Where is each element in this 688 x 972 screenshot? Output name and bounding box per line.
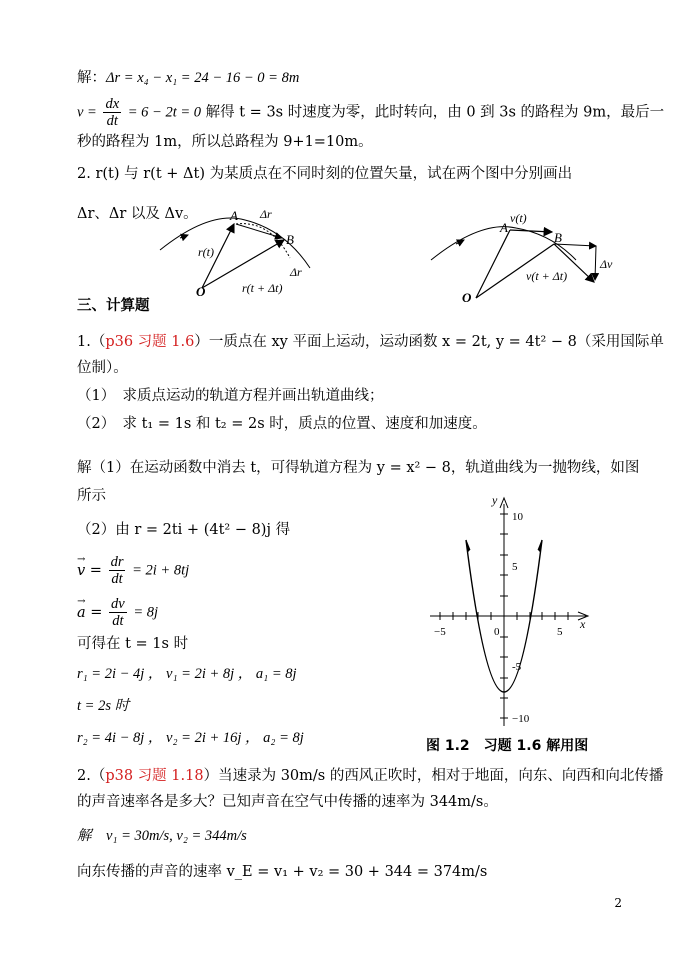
x-tick-neg5: −5	[434, 626, 446, 638]
results-t1: r₁ = 2i − 4j ， v₁ = 2i + 8j ， a₁ = 8j	[77, 666, 297, 682]
delta-r-vector	[236, 224, 282, 238]
y-tick-neg5: -5	[512, 661, 522, 673]
point-a-label-2: A	[500, 220, 508, 235]
page-number: 2	[614, 896, 622, 910]
t2-text: t = 2s 时	[77, 698, 130, 714]
point-a-label: A	[230, 208, 238, 223]
solution-line-3: 秒的路程为 1m，所以总路程为 9+1=10m。	[77, 134, 373, 150]
problem-2-solution: 解 v₁ = 30m/s, v₂ = 344m/s	[77, 828, 247, 844]
at-t1-text: 可得在 t = 1s 时	[77, 636, 189, 652]
results-t2: r₂ = 4i − 8j ， v₂ = 2i + 16j ， a₂ = 8j	[77, 730, 304, 746]
solution-line-2: v = $\frac{dx}{dt}$ = 6 − 2t = 0 解得 t = 3s 时速度为零，此时转向，由 0 到 3s 的路程为 9m，最后一	[77, 96, 665, 129]
delta-r-vec-label: Δr	[260, 207, 272, 221]
problem-2-intro: 2.（p38 习题 1.18）当速录为 30m/s 的西风正吹时，相对于地面，向东、向西和向北传播	[77, 768, 664, 784]
problem-1-solution-2: （2）由 r = 2ti + (4t² − 8)j 得	[77, 522, 291, 538]
y-tick-10: 10	[512, 511, 523, 523]
vt-label: v(t)	[510, 211, 527, 225]
section-calc-title: 三、计算题	[77, 298, 150, 314]
solution-line-1: 解：Δr = x₄ − x₁ = 24 − 16 − 0 = 8m	[77, 70, 300, 86]
problem-2-east: 向东传播的声音的速率 v_E = v₁ + v₂ = 30 + 344 = 374m/s	[77, 864, 488, 880]
x-tick-5: 5	[557, 626, 563, 638]
problem-1-item-2: （2） 求 t₁ = 1s 和 t₂ = 2s 时，质点的位置、速度和加速度。	[77, 416, 487, 432]
y-tick-neg10: −10	[512, 713, 530, 725]
problem-2-intro-c: 的声音速率各是多大？已知声音在空气中传播的速率为 344m/s。	[77, 794, 498, 810]
problem-1-item-1: （1） 求质点运动的轨道方程并画出轨道曲线；	[77, 388, 384, 404]
graph-caption: 图 1.2 习题 1.6 解用图	[426, 738, 589, 754]
problem-1-solution-b: 所示	[77, 488, 106, 504]
problem-1-intro-c: 位制）。	[77, 360, 128, 376]
y-tick-5: 5	[512, 561, 518, 573]
vtdt-label: v(t + Δt)	[526, 269, 568, 283]
velocity-equation: → v = $\frac{dr}{dt}$ = 2i + 8tj	[77, 554, 189, 587]
question-2-text: 2. r(t) 与 r(t + Δt) 为某质点在不同时刻的位置矢量，试在两个图中分别画出	[77, 166, 573, 182]
point-b-label-2: B	[554, 230, 562, 245]
problem-2-ref: p38 习题 1.18	[105, 768, 204, 784]
question-2-text-2: Δr、Δr 以及 Δv。	[77, 206, 198, 222]
delta-r-label: Δr	[290, 265, 302, 279]
vector-figure-2	[426, 200, 636, 305]
rt-label: r(t)	[198, 245, 214, 259]
dx-dt-fraction: $\frac{dx}{dt}$	[105, 96, 120, 129]
problem-1-ref: p36 习题 1.6	[105, 334, 195, 350]
x-axis-label: x	[580, 617, 586, 631]
problem-1-solution-a: 解（1）在运动函数中消去 t，可得轨道方程为 y = x² − 8，轨道曲线为一抛物线，如图	[77, 460, 640, 476]
point-b-label: B	[286, 232, 294, 247]
origin-label-2: O	[462, 290, 472, 305]
acceleration-equation: → a = $\frac{dv}{dt}$ = 8j	[77, 596, 158, 629]
x-tick-0: 0	[494, 626, 500, 638]
rtdt-label: r(t + Δt)	[242, 281, 283, 295]
parabola-graph	[426, 494, 602, 734]
problem-1-intro: 1.（p36 习题 1.6）一质点在 xy 平面上运动，运动函数 x = 2t, y = 4t² − 8（采用国际单	[77, 334, 664, 350]
delta-v-label: Δv	[600, 257, 613, 271]
delta-v-vector	[595, 246, 596, 280]
y-axis-label: y	[492, 494, 498, 507]
origin-label: O	[196, 284, 206, 299]
vector-figure-1	[150, 200, 330, 300]
